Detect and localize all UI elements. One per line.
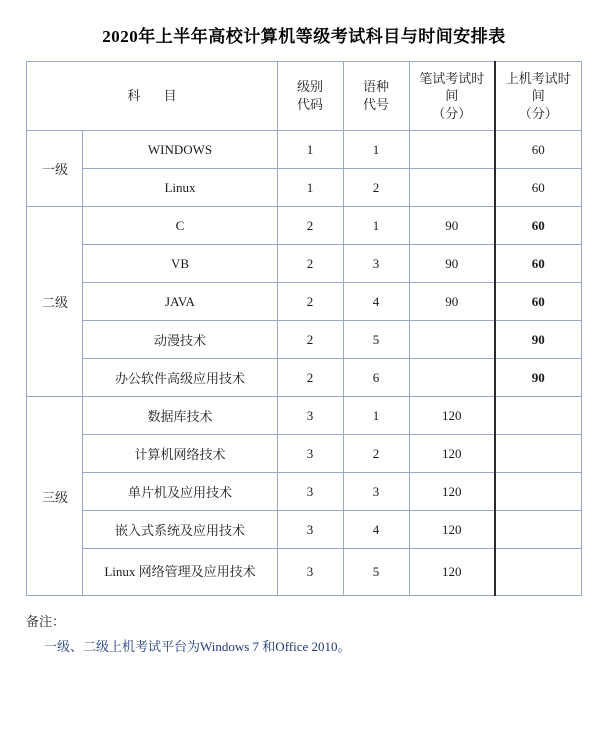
lang-code-cell: 1 [343, 397, 409, 435]
table-row [27, 549, 581, 596]
computer-time-cell: 60 [495, 283, 581, 321]
lang-code-cell: 3 [343, 473, 409, 511]
table-body [27, 131, 581, 596]
lang-code-cell: 5 [343, 549, 409, 596]
table-row [27, 245, 581, 283]
written-time-cell: 120 [409, 511, 495, 549]
computer-time-cell [495, 435, 581, 473]
page-title: 2020年上半年高校计算机等级考试科目与时间安排表 [102, 27, 506, 46]
subject-cell: 计算机网络技术 [83, 435, 277, 473]
written-time-cell: 120 [409, 397, 495, 435]
level-code-cell: 2 [277, 359, 343, 397]
subject-cell: 动漫技术 [83, 321, 277, 359]
written-time-cell [409, 131, 495, 169]
column-header-computer-time-line3: （分） [518, 105, 558, 121]
table-row [27, 473, 581, 511]
column-header-level-code [277, 62, 343, 131]
table-row [27, 511, 581, 549]
subject-cell: 数据库技术 [83, 397, 277, 435]
lang-code-cell: 4 [343, 283, 409, 321]
level-code-cell: 2 [277, 245, 343, 283]
subject-cell: WINDOWS [83, 131, 277, 169]
written-time-cell [409, 359, 495, 397]
written-time-cell: 120 [409, 473, 495, 511]
level-code-cell: 3 [277, 435, 343, 473]
computer-time-cell [495, 511, 581, 549]
notes-block [26, 610, 608, 659]
column-header-level-code-line1: 级别 [296, 79, 323, 95]
computer-time-cell: 90 [495, 359, 581, 397]
subject-cell: 嵌入式系统及应用技术 [83, 511, 277, 549]
table-row [27, 397, 581, 435]
notes-line-1: 一级、二级上机考试平台为Windows 7 和Office 2010。 [44, 638, 351, 654]
computer-time-cell [495, 397, 581, 435]
column-header-written-time [409, 62, 495, 131]
level-code-cell: 3 [277, 511, 343, 549]
column-header-level-code-line2: 代码 [296, 97, 323, 112]
table-row [27, 359, 581, 397]
table-row [27, 321, 581, 359]
table-row [27, 131, 581, 169]
table-row [27, 207, 581, 245]
table-header-row [27, 62, 581, 131]
column-header-written-time-line2: 间 [445, 88, 459, 104]
lang-code-cell: 1 [343, 131, 409, 169]
written-time-cell: 90 [409, 245, 495, 283]
subject-cell: VB [83, 245, 277, 283]
written-time-cell: 120 [409, 549, 495, 596]
lang-code-cell: 6 [343, 359, 409, 397]
level-code-cell: 1 [277, 169, 343, 207]
level-code-cell: 2 [277, 283, 343, 321]
level-code-cell: 3 [277, 397, 343, 435]
level-code-cell: 2 [277, 321, 343, 359]
subject-cell: Linux [83, 169, 277, 207]
column-header-lang-code-line2: 代号 [362, 97, 389, 112]
table-header [27, 62, 581, 131]
column-header-lang-code-line1: 语种 [362, 79, 389, 95]
column-header-computer-time [495, 62, 581, 131]
column-header-lang-code [343, 62, 409, 131]
subject-cell: 办公软件高级应用技术 [83, 359, 277, 397]
written-time-cell: 90 [409, 207, 495, 245]
level-group-cell: 一级 [27, 131, 83, 207]
column-header-computer-time-line1: 上机考试时 [505, 70, 571, 86]
written-time-cell: 90 [409, 283, 495, 321]
lang-code-cell: 3 [343, 245, 409, 283]
computer-time-cell: 60 [495, 131, 581, 169]
lang-code-cell: 1 [343, 207, 409, 245]
level-code-cell: 2 [277, 207, 343, 245]
column-header-computer-time-line2: 间 [531, 88, 545, 104]
level-group-cell: 三级 [27, 397, 83, 596]
subject-cell: C [83, 207, 277, 245]
computer-time-cell: 60 [495, 169, 581, 207]
computer-time-cell: 60 [495, 245, 581, 283]
table-row [27, 283, 581, 321]
exam-schedule-table [26, 61, 581, 596]
computer-time-cell [495, 549, 581, 596]
computer-time-cell: 90 [495, 321, 581, 359]
written-time-cell [409, 321, 495, 359]
table-row [27, 169, 581, 207]
computer-time-cell: 60 [495, 207, 581, 245]
column-header-subject: 科 目 [27, 62, 277, 131]
table-row [27, 435, 581, 473]
written-time-cell: 120 [409, 435, 495, 473]
subject-cell: 单片机及应用技术 [83, 473, 277, 511]
column-header-written-time-line3: （分） [432, 105, 472, 121]
lang-code-cell: 5 [343, 321, 409, 359]
level-group-cell: 二级 [27, 207, 83, 397]
subject-cell: Linux 网络管理及应用技术 [83, 549, 277, 596]
computer-time-cell [495, 473, 581, 511]
lang-code-cell: 2 [343, 169, 409, 207]
lang-code-cell: 4 [343, 511, 409, 549]
level-code-cell: 3 [277, 473, 343, 511]
level-code-cell: 3 [277, 549, 343, 596]
level-code-cell: 1 [277, 131, 343, 169]
notes-label: 备注： [26, 614, 66, 629]
column-header-written-time-line1: 笔试考试时 [419, 70, 485, 86]
lang-code-cell: 2 [343, 435, 409, 473]
subject-cell: JAVA [83, 283, 277, 321]
written-time-cell [409, 169, 495, 207]
